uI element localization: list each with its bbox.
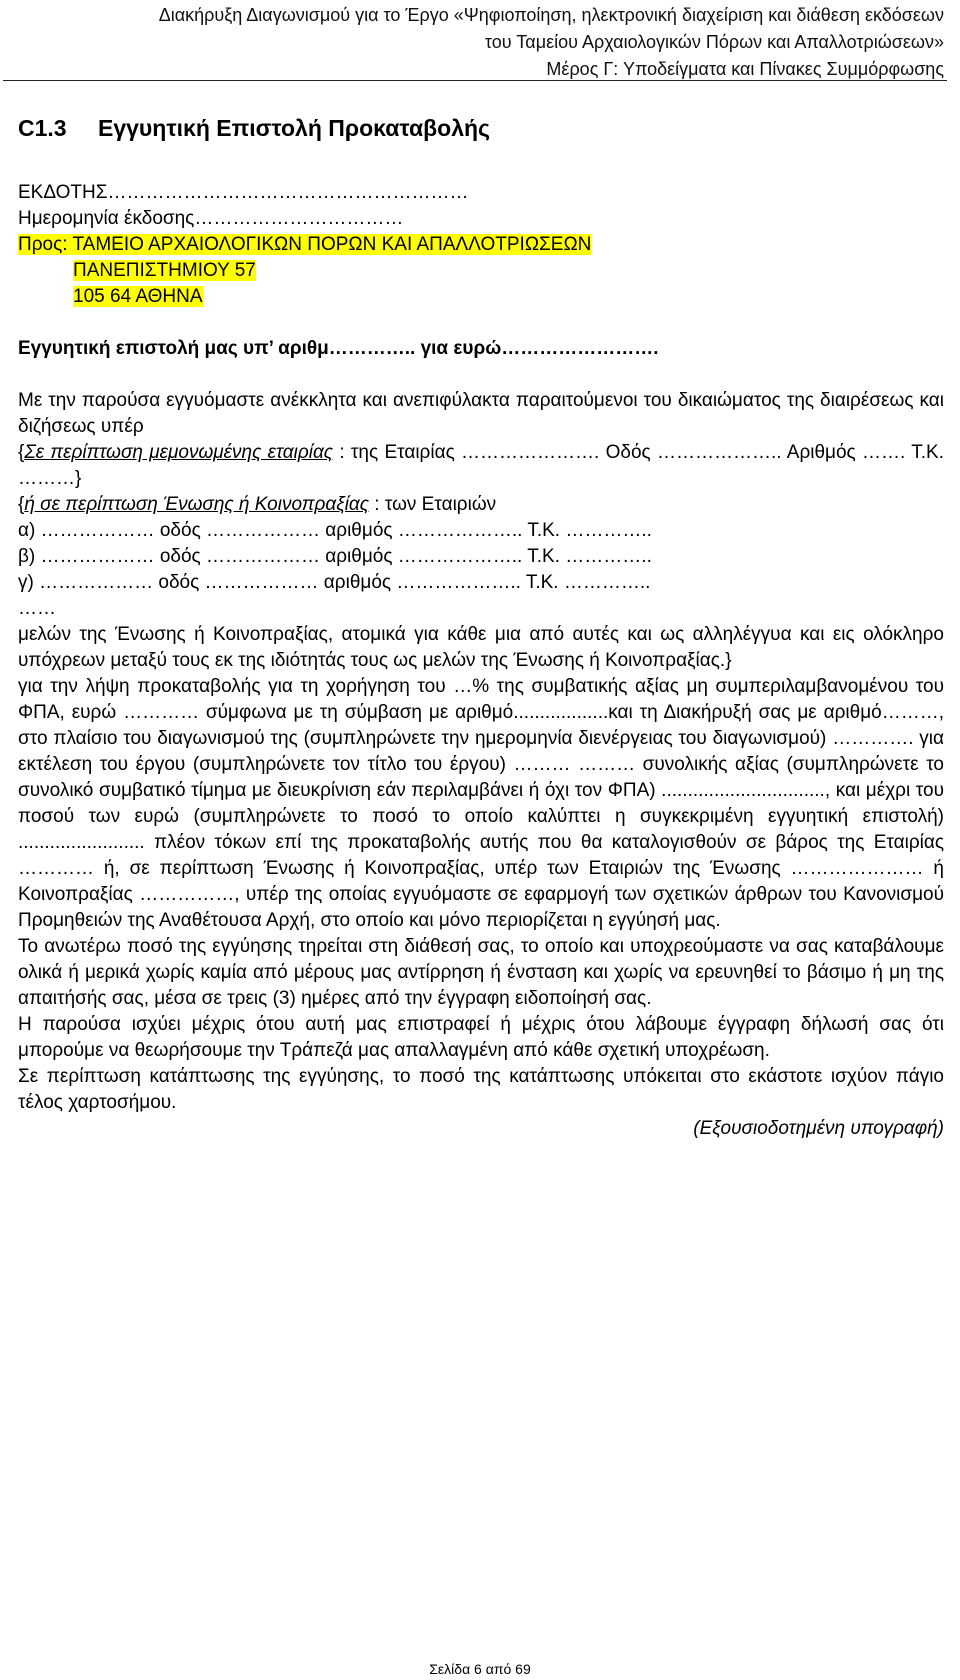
header-divider [3,80,947,81]
list-item: γ) ……………… οδός ……………… αριθμός ……………….. Τ.Κ. ………….. [18,572,651,593]
paragraph-1: Με την παρούσα εγγυόμαστε ανέκκλητα και ανεπιφύλακτα παραιτούμενοι του δικαιώματος της διαιρέσεως και διζήσεως υπέρ [18,390,944,437]
letter-body [18,180,944,1142]
paragraph-4: μελών της Ένωσης ή Κοινοπραξίας, ατομικά για κάθε μια από αυτές και ως αλληλέγγυα και εις ολόκληρο υπόχρεων μεταξύ τους εκ της ιδιότητάς τους ως μελών της Ένωσης ή Κοινοπραξίας.} [18,624,944,671]
recipient-city: 105 64 ΑΘΗΝΑ [73,286,203,307]
paragraph-6: Το ανωτέρω ποσό της εγγύησης τηρείται στη διάθεσή σας, το οποίο και υποχρεούμαστε να σας καταβάλουμε ολικά ή μερικά χωρίς καμία από μέρους μας αντίρρηση ή ένσταση και χωρίς να ερευνηθεί το βάσιμο ή μη της απαιτήσής σας, μέσα σε τρεις (3) ημέρες από την έγγραφη ειδοποίησή σας. [18,936,944,1009]
recipient-line: Προς: ΤΑΜΕΙΟ ΑΡΧΑΙΟΛΟΓΙΚΩΝ ΠΟΡΩΝ ΚΑΙ ΑΠΑΛΛΟΤΡΙΩΣΕΩΝ [18,234,592,255]
paragraph-consortium: {ή σε περίπτωση Ένωσης ή Κοινοπραξίας : των Εταιριών [18,494,497,515]
issue-date-field: Ημερομηνία έκδοσης…………………………… [18,208,404,229]
paragraph-8: Σε περίπτωση κατάπτωσης της εγγύησης, το ποσό της κατάπτωσης υπόκειται στο εκάστοτε ισχύον πάγιο τέλος χαρτοσήμου. [18,1066,944,1113]
section-title: Εγγυητική Επιστολή Προκαταβολής [98,115,490,141]
section-number: C1.3 [18,115,67,141]
header-line-3: Μέρος Γ: Υποδείγματα και Πίνακες Συμμόρφωσης [546,59,944,79]
header-line-2: του Ταμείου Αρχαιολογικών Πόρων και Απαλλοτριώσεων» [484,32,944,52]
header-line-1: Διακήρυξη Διαγωνισμού για το Έργο «Ψηφιοποίηση, ηλεκτρονική διαχείριση και διάθεση εκδόσεων [158,5,944,25]
recipient-street: ΠΑΝΕΠΙΣΤΗΜΙΟΥ 57 [73,260,256,281]
authorized-signature: (Εξουσιοδοτημένη υπογραφή) [693,1118,944,1139]
single-company-label: Σε περίπτωση μεμονωμένης εταιρίας [24,442,334,463]
paragraph-7: Η παρούσα ισχύει μέχρις ότου αυτή μας επιστραφεί ή μέχρις ότου λάβουμε έγγραφη δήλωσή σας ότι μπορούμε να θεωρήσουμε την Τράπεζά μας απαλλαγμένη από κάθε σχετική υποχρέωση. [18,1014,944,1061]
paragraph-single-company: {Σε περίπτωση μεμονωμένης εταιρίας : της Εταιρίας …………………. Οδός ……………….. Αριθμός ……. Τ.Κ. ………} [18,442,944,489]
issuer-field: ΕΚΔΟΤΗΣ………………………………………………… [18,182,469,203]
list-item: α) ……………… οδός ……………… αριθμός ……………….. Τ.Κ. ………….. [18,520,652,541]
section-heading [18,113,490,143]
consortium-label: ή σε περίπτωση Ένωσης ή Κοινοπραξίας [24,494,369,515]
company-list [18,518,944,622]
page-number: Σελίδα 6 από 69 [429,1661,531,1677]
list-item: …… [18,598,56,619]
document-header [0,2,944,83]
paragraph-5: για την λήψη προκαταβολής για τη χορήγηση του …% της συμβατικής αξίας μη συμπεριλαμβανομένου του ΦΠΑ, ευρώ ………… σύμφωνα με τη σύμβαση με αριθμό..................και τη Διακήρυξή σας με αριθμό………, στο πλαίσιο του διαγωνισμού της (συμπληρώνετε την ημερομηνία διενέργειας του διαγωνισμού) …………. για εκτέλεση του έργου (συμπληρώνετε τον τίτλο του έργου) ……… ……… συνολικής αξίας (συμπληρώνετε το συνολικό συμβατικό τίμημα με διευκρίνιση εάν περιλαμβάνει ή όχι τον ΦΠΑ) ..............................., και μέχρι του ποσού των ευρώ (συμπληρώνετε το ποσό το οποίο καλύπτει η συγκεκριμένη εγγυητική επιστολή) ........................ πλέον τόκων επί της προκαταβολής αυτής που θα καταλογισθούν σε βάρος της Εταιρίας ………… ή, σε περίπτωση Ένωσης ή Κοινοπραξίας, υπέρ των Εταιριών της Ένωσης ………………… ή Κοινοπραξίας ……………, υπέρ της οποίας εγγυόμαστε σε εφαρμογή των σχετικών άρθρων του Κανονισμού Προμηθειών της Αναθέτουσα Αρχή, στο οποίο και μόνο περιορίζεται η εγγύησή μας. [18,676,944,931]
list-item: β) ……………… οδός ……………… αριθμός ……………….. Τ.Κ. ………….. [18,546,652,567]
letter-title: Εγγυητική επιστολή μας υπ’ αριθμ………….. για ευρώ……………………. [18,338,659,359]
